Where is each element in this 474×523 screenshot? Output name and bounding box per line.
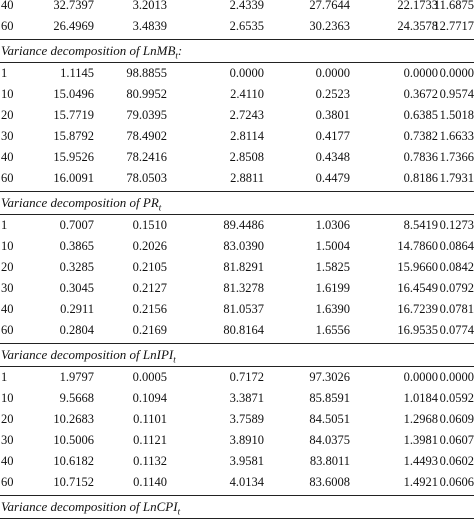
value-cell: 0.0607 (439, 433, 474, 447)
section-title: Variance decomposition of LnMB$_t$: (1, 43, 183, 61)
section-header (0, 40, 474, 62)
value-cell: 78.2416 (126, 150, 167, 164)
value-cell: 0.1510 (132, 218, 167, 232)
horizon-cell: 20 (1, 260, 14, 274)
horizon-cell: 30 (1, 281, 14, 295)
value-cell: 3.3871 (229, 391, 264, 405)
table-row (0, 320, 474, 341)
value-cell: 0.0000 (439, 66, 474, 80)
table-row (0, 63, 474, 84)
section-header (0, 192, 474, 214)
horizon-cell: 60 (1, 171, 14, 185)
section-title: Variance decomposition of LnIPI$_t$ (1, 347, 176, 365)
value-cell: 1.3981 (403, 433, 438, 447)
table-row (0, 0, 474, 16)
value-cell: 84.0375 (309, 433, 350, 447)
table-row (0, 472, 474, 493)
value-cell: 27.7644 (309, 0, 350, 12)
value-cell: 0.0792 (439, 281, 474, 295)
value-cell: 0.0864 (439, 239, 474, 253)
value-cell: 0.0842 (439, 260, 474, 274)
horizon-cell: 20 (1, 412, 14, 426)
horizon-cell: 60 (1, 19, 14, 33)
horizon-cell: 40 (1, 150, 14, 164)
horizon-cell: 30 (1, 433, 14, 447)
section-header (0, 344, 474, 366)
value-cell: 0.0000 (315, 66, 350, 80)
table-row (0, 236, 474, 257)
table-row (0, 388, 474, 409)
value-cell: 0.0000 (229, 66, 264, 80)
value-cell: 85.8591 (309, 391, 350, 405)
value-cell: 0.0781 (439, 302, 474, 316)
value-cell: 0.2156 (132, 302, 167, 316)
value-cell: 1.1145 (60, 66, 94, 80)
value-cell: 0.2523 (315, 87, 350, 101)
section-header-rule (0, 518, 474, 519)
value-cell: 15.7719 (53, 108, 94, 122)
table-row (0, 430, 474, 451)
value-cell: 1.9797 (59, 370, 94, 384)
value-cell: 0.0774 (439, 323, 474, 337)
value-cell: 78.0503 (126, 171, 167, 185)
value-cell: 0.2804 (59, 323, 94, 337)
value-cell: 0.0609 (439, 412, 474, 426)
value-cell: 84.5051 (309, 412, 350, 426)
value-cell: 0.2127 (132, 281, 167, 295)
section-title: Variance decomposition of $PR_t$ (1, 195, 162, 213)
value-cell: 24.3578 (397, 19, 438, 33)
value-cell: 3.7589 (229, 412, 264, 426)
value-cell: 16.4549 (397, 281, 438, 295)
section-header (0, 496, 474, 518)
value-cell: 2.4339 (229, 0, 264, 12)
value-cell: 32.7397 (53, 0, 94, 12)
table-row (0, 16, 474, 37)
value-cell: 1.0306 (315, 218, 350, 232)
value-cell: 0.3801 (315, 108, 350, 122)
horizon-cell: 10 (1, 239, 14, 253)
value-cell: 81.8291 (223, 260, 264, 274)
table-row (0, 105, 474, 126)
value-cell: 2.6535 (229, 19, 264, 33)
value-cell: 1.7366 (439, 150, 474, 164)
value-cell: 1.4921 (403, 475, 438, 489)
value-cell: 10.5006 (53, 433, 94, 447)
value-cell: 0.1094 (132, 391, 167, 405)
value-cell: 22.1733 (397, 0, 438, 12)
value-cell: 0.2105 (132, 260, 167, 274)
value-cell: 80.8164 (223, 323, 264, 337)
value-cell: 0.2026 (132, 239, 167, 253)
value-cell: 0.3285 (59, 260, 94, 274)
value-cell: 0.0005 (132, 370, 167, 384)
value-cell: 0.0000 (403, 66, 438, 80)
value-cell: 15.8792 (53, 129, 94, 143)
value-cell: 80.9952 (126, 87, 167, 101)
value-cell: 0.0602 (439, 454, 474, 468)
table-row (0, 367, 474, 388)
value-cell: 0.3672 (403, 87, 438, 101)
value-cell: 0.3865 (59, 239, 94, 253)
value-cell: 3.9581 (229, 454, 264, 468)
value-cell: 0.2169 (132, 323, 167, 337)
value-cell: 9.5668 (59, 391, 94, 405)
table-row (0, 215, 474, 236)
value-cell: 81.0537 (223, 302, 264, 316)
value-cell: 4.0134 (229, 475, 264, 489)
value-cell: 0.8186 (403, 171, 438, 185)
value-cell: 12.7717 (433, 19, 474, 33)
value-cell: 0.7172 (229, 370, 264, 384)
value-cell: 0.1132 (133, 454, 167, 468)
table-row (0, 168, 474, 189)
value-cell: 14.7860 (397, 239, 438, 253)
table-row (0, 84, 474, 105)
value-cell: 10.6182 (53, 454, 94, 468)
table-row (0, 278, 474, 299)
horizon-cell: 60 (1, 323, 14, 337)
value-cell: 83.6008 (309, 475, 350, 489)
value-cell: 0.4177 (315, 129, 350, 143)
value-cell: 10.7152 (53, 475, 94, 489)
horizon-cell: 30 (1, 129, 14, 143)
table-row (0, 451, 474, 472)
value-cell: 0.0606 (439, 475, 474, 489)
horizon-cell: 40 (1, 454, 14, 468)
horizon-cell: 60 (1, 475, 14, 489)
value-cell: 83.0390 (223, 239, 264, 253)
horizon-cell: 10 (1, 391, 14, 405)
value-cell: 1.0184 (403, 391, 438, 405)
value-cell: 78.4902 (126, 129, 167, 143)
value-cell: 98.8855 (126, 66, 167, 80)
value-cell: 0.1101 (133, 412, 167, 426)
value-cell: 1.6633 (439, 129, 474, 143)
value-cell: 11.6875 (433, 0, 474, 12)
value-cell: 0.4348 (315, 150, 350, 164)
horizon-cell: 20 (1, 108, 14, 122)
horizon-cell: 1 (1, 370, 8, 384)
value-cell: 0.1140 (133, 475, 167, 489)
horizon-cell: 1 (1, 66, 8, 80)
value-cell: 2.8811 (230, 171, 264, 185)
value-cell: 16.7239 (397, 302, 438, 316)
value-cell: 15.9660 (397, 260, 438, 274)
horizon-cell: 10 (1, 87, 14, 101)
value-cell: 83.8011 (309, 454, 350, 468)
value-cell: 0.1121 (133, 433, 167, 447)
value-cell: 16.0091 (53, 171, 94, 185)
value-cell: 0.2911 (60, 302, 94, 316)
horizon-cell: 1 (1, 218, 8, 232)
value-cell: 1.7931 (439, 171, 474, 185)
table-row (0, 257, 474, 278)
table-row (0, 126, 474, 147)
value-cell: 2.7243 (229, 108, 264, 122)
value-cell: 97.3026 (309, 370, 350, 384)
value-cell: 10.2683 (53, 412, 94, 426)
value-cell: 16.9535 (397, 323, 438, 337)
section-title: Variance decomposition of LnCPI$_t$ (1, 499, 181, 517)
table-row (0, 409, 474, 430)
table-row (0, 147, 474, 168)
table-row (0, 299, 474, 320)
value-cell: 0.4479 (315, 171, 350, 185)
value-cell: 0.7836 (403, 150, 438, 164)
value-cell: 0.7382 (403, 129, 438, 143)
value-cell: 1.6390 (315, 302, 350, 316)
horizon-cell: 40 (1, 0, 14, 12)
value-cell: 1.2968 (403, 412, 438, 426)
value-cell: 15.0496 (53, 87, 94, 101)
value-cell: 0.7007 (59, 218, 94, 232)
horizon-cell: 40 (1, 302, 14, 316)
value-cell: 2.4110 (230, 87, 264, 101)
value-cell: 8.5419 (403, 218, 438, 232)
value-cell: 2.8508 (229, 150, 264, 164)
value-cell: 3.2013 (132, 0, 167, 12)
value-cell: 1.5018 (439, 108, 474, 122)
value-cell: 1.5825 (315, 260, 350, 274)
value-cell: 79.0395 (126, 108, 167, 122)
value-cell: 0.9574 (439, 87, 474, 101)
value-cell: 3.4839 (132, 19, 167, 33)
value-cell: 0.1273 (439, 218, 474, 232)
value-cell: 1.6199 (315, 281, 350, 295)
value-cell: 30.2363 (309, 19, 350, 33)
value-cell: 1.4493 (403, 454, 438, 468)
value-cell: 0.0592 (439, 391, 474, 405)
value-cell: 89.4486 (223, 218, 264, 232)
value-cell: 81.3278 (223, 281, 264, 295)
value-cell: 2.8114 (230, 129, 264, 143)
value-cell: 0.0000 (439, 370, 474, 384)
value-cell: 0.6385 (403, 108, 438, 122)
value-cell: 0.0000 (403, 370, 438, 384)
value-cell: 1.5004 (315, 239, 350, 253)
value-cell: 3.8910 (229, 433, 264, 447)
value-cell: 1.6556 (315, 323, 350, 337)
value-cell: 15.9526 (53, 150, 94, 164)
value-cell: 26.4969 (53, 19, 94, 33)
value-cell: 0.3045 (59, 281, 94, 295)
